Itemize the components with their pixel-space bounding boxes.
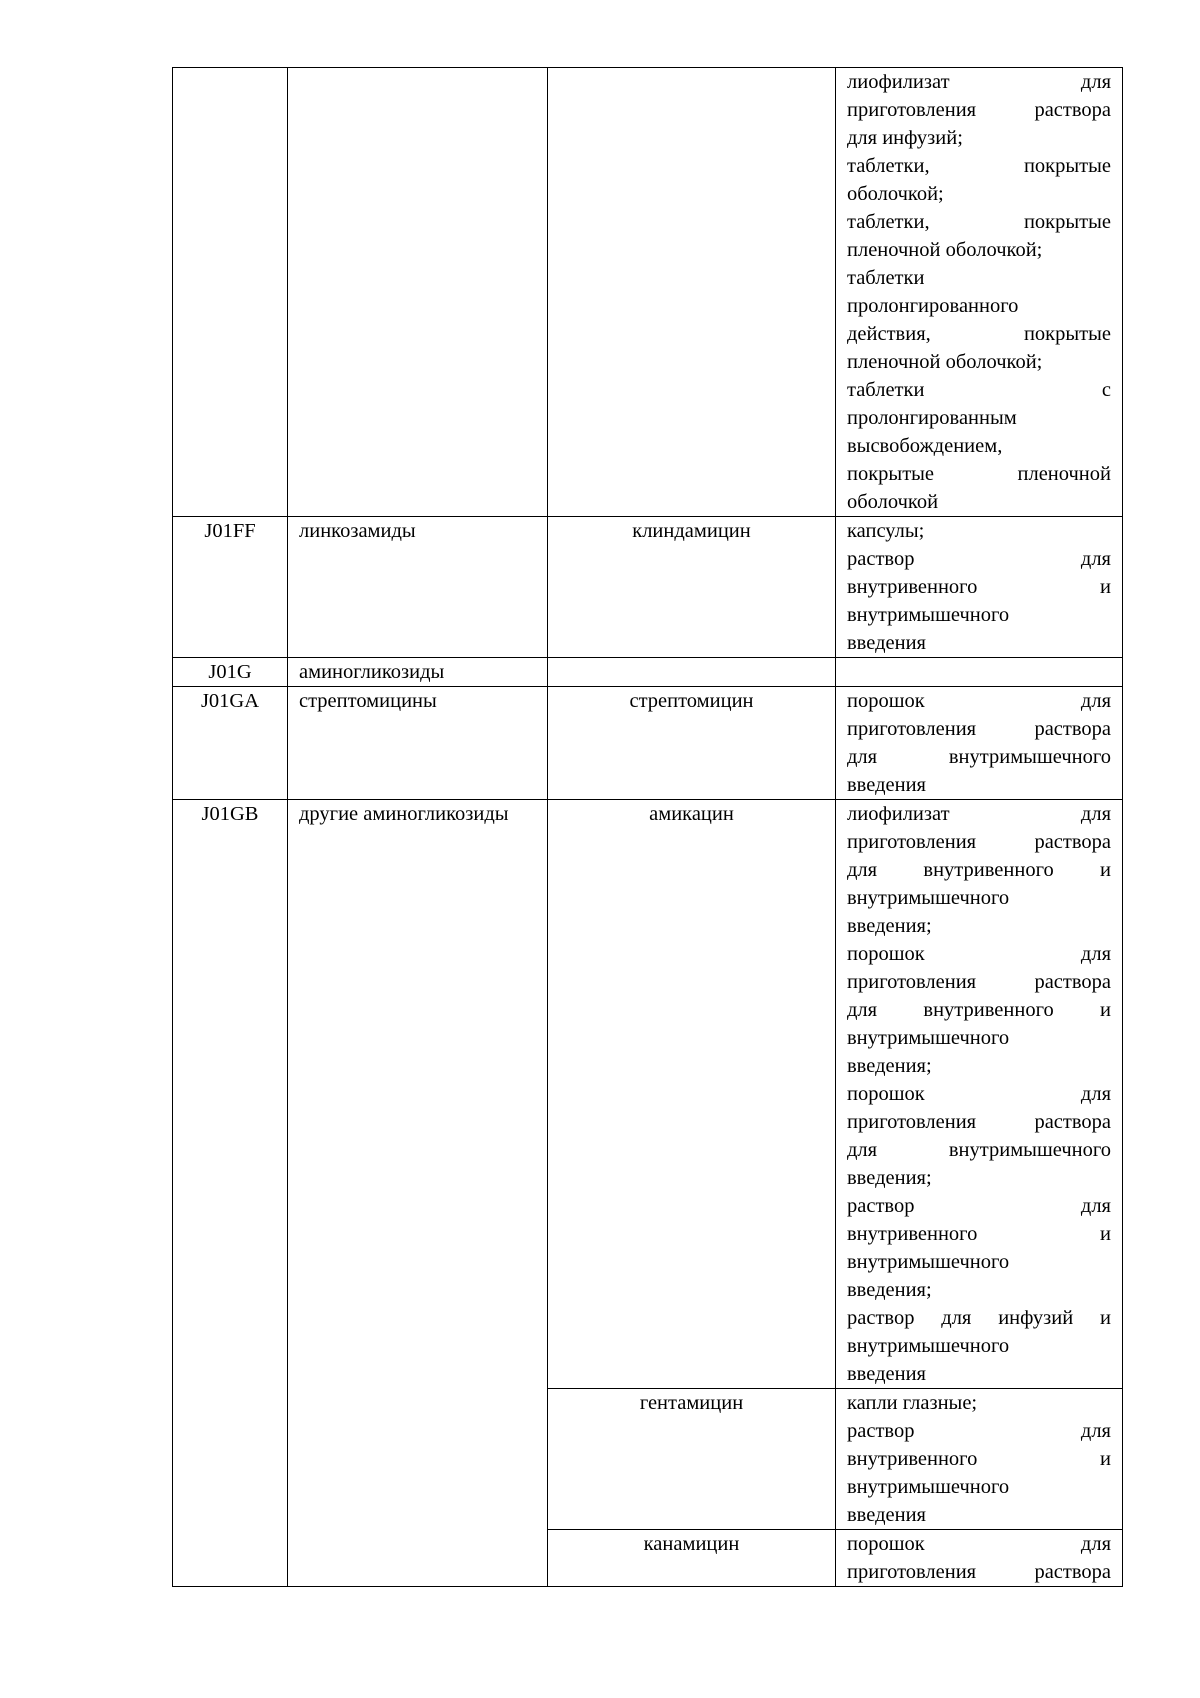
dosage-form-line: внутримышечного (847, 1335, 1010, 1357)
table-row (173, 68, 1123, 517)
dosage-forms-cell (836, 658, 1123, 687)
dosage-form-line: лиофилизат для (847, 71, 1111, 93)
drug-table-body (173, 68, 1123, 1587)
dosage-form-line: введения; (847, 915, 932, 937)
dosage-form-line: раствор для (847, 1420, 1111, 1442)
table-row (173, 658, 1123, 687)
dosage-form-line: порошок для (847, 1083, 1111, 1105)
dosage-form-line: таблетки, покрытые (847, 211, 1111, 233)
dosage-form-line: для внутримышечного (847, 1139, 1111, 1161)
dosage-form-line: капли глазные; (847, 1392, 978, 1414)
dosage-form-line: приготовления раствора (847, 971, 1111, 993)
dosage-form-line: приготовления раствора (847, 831, 1111, 853)
dosage-forms-cell (836, 687, 1123, 800)
dosage-forms-cell (836, 1389, 1123, 1530)
dosage-form-line: внутримышечного (847, 1027, 1010, 1049)
dosage-form-line: высвобождением, (847, 435, 1003, 457)
dosage-form-line: приготовления раствора (847, 1111, 1111, 1133)
dosage-form-line: раствор для инфузий и (847, 1307, 1111, 1329)
table-row (173, 800, 1123, 1389)
drug-name-cell: гентамицин (548, 1389, 836, 1530)
dosage-forms-cell (836, 68, 1123, 517)
dosage-form-line: внутривенного и (847, 1448, 1111, 1470)
dosage-form-line: раствор для (847, 1195, 1111, 1217)
dosage-form-line: для внутривенного и (847, 859, 1111, 881)
dosage-form-line: порошок для (847, 1533, 1111, 1555)
drug-name-cell (548, 68, 836, 517)
atc-code-cell: J01FF (173, 517, 288, 658)
dosage-form-line: для внутримышечного (847, 746, 1111, 768)
atc-group-cell: линкозамиды (288, 517, 548, 658)
table-row (173, 517, 1123, 658)
dosage-form-line: приготовления раствора (847, 1561, 1111, 1583)
dosage-form-line: введения (847, 1363, 926, 1385)
dosage-form-line: внутривенного и (847, 576, 1111, 598)
atc-group-cell (288, 68, 548, 517)
atc-group-cell: аминогликозиды (288, 658, 548, 687)
dosage-form-line: приготовления раствора (847, 718, 1111, 740)
dosage-form-line: порошок для (847, 943, 1111, 965)
dosage-form-line: пролонгированным (847, 407, 1017, 429)
dosage-form-line: таблетки, покрытые (847, 155, 1111, 177)
dosage-form-line: таблетки с (847, 379, 1111, 401)
dosage-form-line: для внутривенного и (847, 999, 1111, 1021)
dosage-form-line: введения; (847, 1055, 932, 1077)
dosage-form-line: пролонгированного (847, 295, 1019, 317)
dosage-form-line: действия, покрытые (847, 323, 1111, 345)
atc-code-cell: J01GB (173, 800, 288, 1587)
drug-name-cell: клиндамицин (548, 517, 836, 658)
dosage-form-line: оболочкой; (847, 183, 944, 205)
dosage-form-line: таблетки (847, 267, 925, 289)
drug-name-cell: амикацин (548, 800, 836, 1389)
dosage-form-line: внутримышечного (847, 604, 1010, 626)
dosage-form-line: введения (847, 632, 926, 654)
drug-name-cell (548, 658, 836, 687)
dosage-form-line: оболочкой (847, 491, 939, 513)
dosage-form-line: раствор для (847, 548, 1111, 570)
drug-name-cell: канамицин (548, 1530, 836, 1587)
table-row (173, 687, 1123, 800)
dosage-form-line: для инфузий; (847, 127, 963, 149)
dosage-form-line: внутримышечного (847, 1251, 1010, 1273)
dosage-form-line: покрытые пленочной (847, 463, 1111, 485)
atc-code-cell (173, 68, 288, 517)
dosage-form-line: введения (847, 1504, 926, 1526)
dosage-forms-cell (836, 1530, 1123, 1587)
atc-code-cell: J01G (173, 658, 288, 687)
drug-table (172, 67, 1123, 1587)
dosage-form-line: приготовления раствора (847, 99, 1111, 121)
dosage-form-line: введения; (847, 1167, 932, 1189)
atc-group-cell: стрептомицины (288, 687, 548, 800)
dosage-form-line: лиофилизат для (847, 803, 1111, 825)
atc-group-cell: другие аминогликозиды (288, 800, 548, 1587)
dosage-forms-cell (836, 800, 1123, 1389)
dosage-form-line: пленочной оболочкой; (847, 351, 1043, 373)
dosage-form-line: введения; (847, 1279, 932, 1301)
dosage-form-line: внутривенного и (847, 1223, 1111, 1245)
drug-name-cell: стрептомицин (548, 687, 836, 800)
dosage-form-line: капсулы; (847, 520, 925, 542)
dosage-forms-cell (836, 517, 1123, 658)
dosage-form-line: внутримышечного (847, 1476, 1010, 1498)
dosage-form-line: введения (847, 774, 926, 796)
atc-code-cell: J01GA (173, 687, 288, 800)
dosage-form-line: пленочной оболочкой; (847, 239, 1043, 261)
dosage-form-line: внутримышечного (847, 887, 1010, 909)
dosage-form-line: порошок для (847, 690, 1111, 712)
